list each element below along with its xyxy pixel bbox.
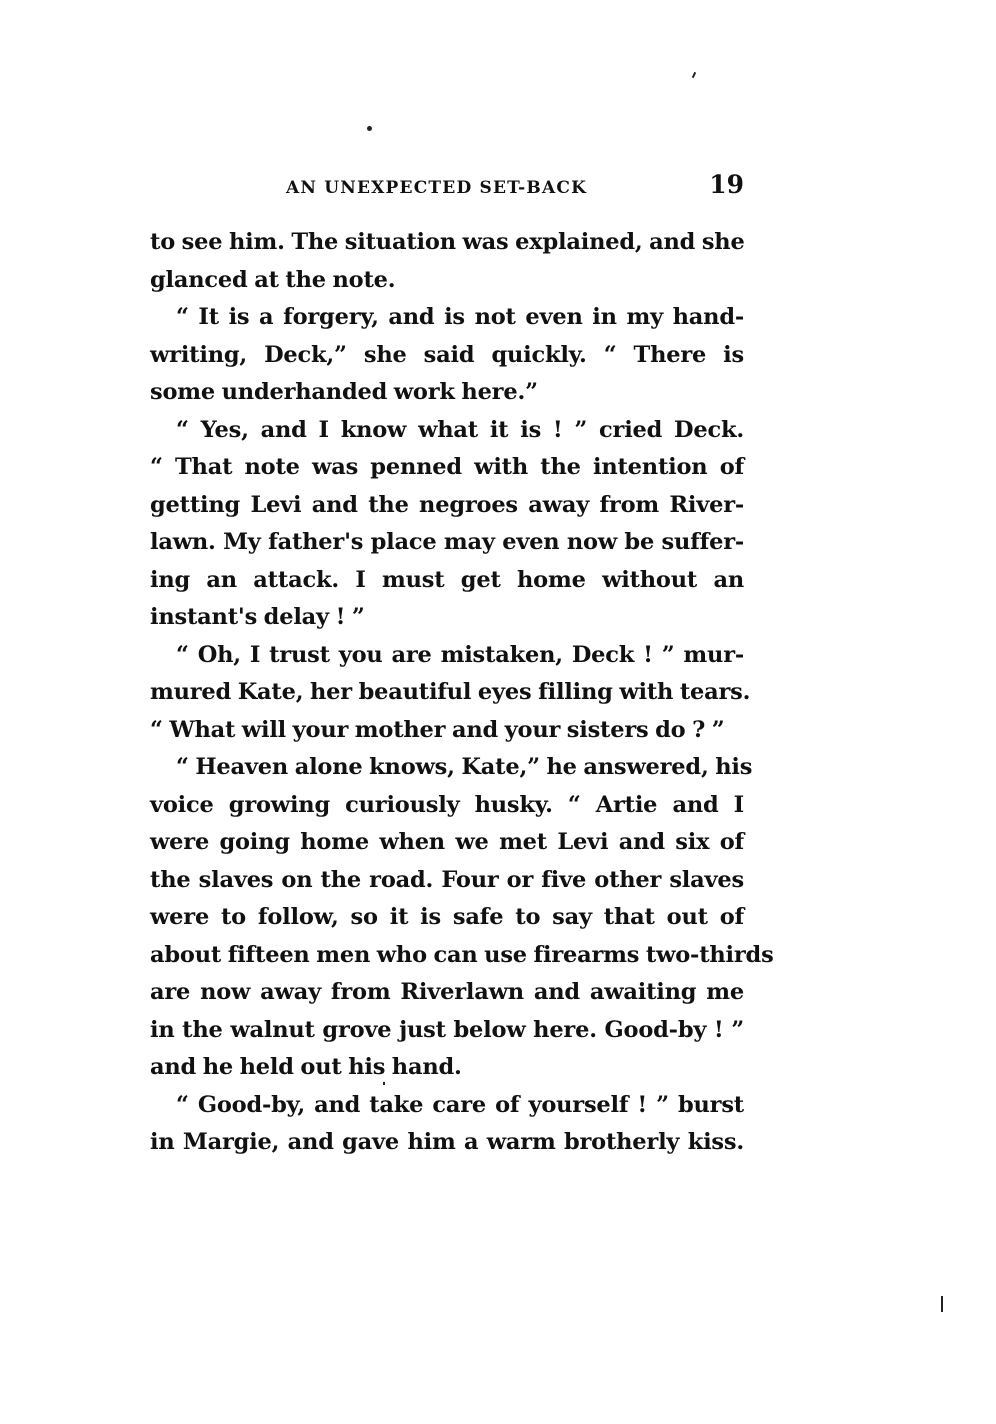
text-line: “ Good-by, and take care of yourself ! ” burst <box>176 1091 744 1118</box>
text-line: getting Levi and the negroes away from River- <box>150 491 744 518</box>
body-text <box>150 224 774 1162</box>
text-line: in Margie, and gave him a warm brotherly kiss. <box>150 1129 744 1155</box>
text-line: some underhanded work here.” <box>150 379 538 405</box>
text-line: “ Oh, I trust you are mistaken, Deck ! ” mur- <box>176 641 744 668</box>
text-line: “ Yes, and I know what it is ! ” cried Deck. <box>176 416 744 443</box>
text-line: glanced at the note. <box>150 266 396 293</box>
text-line: were going home when we met Levi and six of <box>150 829 744 855</box>
text-line: are now away from Riverlawn and awaiting me <box>150 979 744 1005</box>
ink-speck <box>941 1296 943 1312</box>
page-number: 19 <box>709 170 744 199</box>
text-line: “ What will your mother and your sisters do ? ” <box>150 716 725 743</box>
text-line: ing an attack. I must get home without an <box>150 566 744 593</box>
text-line: the slaves on the road. Four or five other slaves <box>150 866 744 893</box>
text-line: to see him. The situation was explained, and she <box>150 229 745 255</box>
text-line: about fifteen men who can use firearms two-thirds <box>150 941 774 968</box>
text-line: mured Kate, her beautiful eyes filling with tears. <box>150 679 751 705</box>
running-title: AN UNEXPECTED SET-BACK <box>286 178 588 198</box>
text-line: in the walnut grove just below here. Good-by ! ” <box>150 1016 744 1043</box>
text-line: “ Heaven alone knows, Kate,” he answered, his <box>176 754 753 780</box>
text-line: were to follow, so it is safe to say that out of <box>150 904 744 930</box>
text-line: lawn. My father's place may even now be suffer- <box>150 529 744 555</box>
text-line: “ That note was penned with the intention of <box>150 454 744 480</box>
text-line: voice growing curiously husky. “ Artie and I <box>150 791 744 818</box>
ink-speck <box>692 72 696 78</box>
text-line: instant's delay ! ” <box>150 604 365 630</box>
text-line: and he held out his hand. <box>150 1054 462 1080</box>
text-line: “ It is a forgery, and is not even in my hand- <box>176 304 744 330</box>
ink-speck <box>367 126 372 131</box>
text-line: writing, Deck,” she said quickly. “ There is <box>150 341 744 368</box>
running-head <box>150 170 744 206</box>
